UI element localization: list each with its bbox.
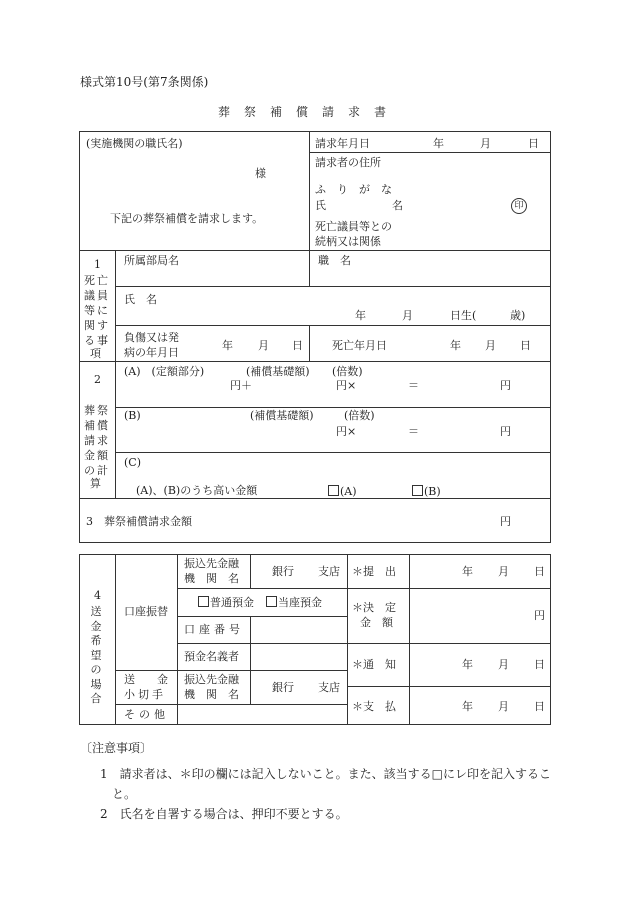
- account-holder-label: 預金名義者: [184, 650, 239, 663]
- injury-date-label-line1: 負傷又は発: [124, 331, 179, 344]
- section1-number: 1: [94, 258, 101, 271]
- birth-month: 月: [402, 309, 413, 322]
- decided-amount-label-line1: ＊決 定: [352, 601, 396, 614]
- section2-title: 葬補請金の 祭償求額計: [84, 404, 108, 477]
- department-label: 所属部局名: [124, 254, 179, 267]
- birth-year: 年: [355, 309, 366, 322]
- row-b-multiple-label: (倍数): [344, 409, 375, 422]
- death-year: 年: [450, 339, 461, 352]
- section4-title: 送金希望の場合: [90, 605, 102, 705]
- remittance-check-label-line1: 送 金: [124, 673, 168, 686]
- branch-suffix: 支店: [318, 565, 340, 578]
- ordinary-deposit-checkbox[interactable]: 普通預金: [198, 596, 254, 608]
- row-a-yen: 円: [500, 379, 511, 392]
- birth-day: 日生(: [450, 309, 477, 322]
- request-date-day: 日: [528, 137, 539, 150]
- form-number: 様式第10号(第7条関係): [80, 75, 209, 89]
- payment-day: 日: [534, 700, 545, 713]
- payment-month: 月: [498, 700, 509, 713]
- row-a-multiple-label: (倍数): [332, 365, 363, 378]
- check-bank-label-line2: 機 関 名: [184, 688, 239, 701]
- section2-title-tail: 算: [90, 477, 101, 490]
- notice-label: ＊通 知: [352, 658, 396, 671]
- notice-year: 年: [462, 658, 473, 671]
- section3-label: 3 葬祭補償請求金額: [86, 515, 192, 528]
- section4-number: 4: [94, 589, 101, 602]
- claimant-address-label: 請求者の住所: [315, 156, 381, 169]
- request-date-month: 月: [480, 137, 491, 150]
- check-bank-suffix: 銀行: [272, 681, 294, 694]
- payment-label: ＊支 払: [352, 700, 396, 713]
- payment-year: 年: [462, 700, 473, 713]
- section1-title: 死議等関る 亡員にす事: [84, 274, 108, 347]
- account-number-label: 口座番号: [184, 623, 244, 636]
- notice-month: 月: [498, 658, 509, 671]
- check-bank-label-line1: 振込先金融: [184, 673, 239, 686]
- other-label: その他: [124, 708, 169, 721]
- death-date-label: 死亡年月日: [332, 339, 387, 352]
- submit-month: 月: [498, 565, 509, 578]
- request-date-year: 年: [433, 137, 444, 150]
- injury-month: 月: [258, 339, 269, 352]
- row-a-equals: ＝: [408, 379, 419, 392]
- relation-label-line2: 続柄又は関係: [315, 235, 381, 248]
- remittance-check-label-line2: 小切手: [124, 688, 166, 701]
- honorific: 様: [255, 167, 266, 180]
- relation-label-line1: 死亡議員等との: [315, 220, 392, 233]
- choice-a-checkbox[interactable]: (A): [328, 485, 357, 497]
- note-1-line1: 1 請求者は、＊印の欄には記入しないこと。また、該当する□にレ印を記入するこ: [100, 767, 551, 781]
- bank-label-line1: 振込先金融: [184, 557, 239, 570]
- row-a-yen-times: 円×: [336, 379, 357, 392]
- submit-year: 年: [462, 565, 473, 578]
- deceased-name-label: 氏 名: [124, 293, 157, 306]
- injury-day: 日: [292, 339, 303, 352]
- current-deposit-checkbox[interactable]: 当座預金: [266, 596, 322, 608]
- note-2: 2 氏名を自署する場合は、押印不要とする。: [100, 807, 348, 821]
- account-transfer-label: 口座振替: [124, 605, 168, 618]
- decided-amount-yen: 円: [534, 609, 545, 622]
- section1-title-tail: 項: [90, 347, 101, 360]
- row-a-base-label: (補償基礎額): [246, 365, 310, 378]
- row-b-yen: 円: [500, 425, 511, 438]
- row-a-label: (A) (定額部分): [124, 365, 205, 378]
- row-b-equals: ＝: [408, 425, 419, 438]
- submit-day: 日: [534, 565, 545, 578]
- row-b-yen-times: 円×: [336, 425, 357, 438]
- death-month: 月: [485, 339, 496, 352]
- row-b-base-label: (補償基礎額): [250, 409, 314, 422]
- bank-suffix: 銀行: [272, 565, 294, 578]
- choice-b-checkbox[interactable]: (B): [412, 485, 441, 497]
- request-date-label: 請求年月日: [315, 137, 370, 150]
- agency-label: (実施機関の職氏名): [86, 137, 183, 150]
- submit-label: ＊提 出: [352, 565, 396, 578]
- job-title-label: 職 名: [318, 254, 351, 267]
- claimant-name-label: 氏名: [315, 199, 469, 212]
- row-c-text: (A)、(B)のうち高い金額: [136, 484, 258, 497]
- notice-day: 日: [534, 658, 545, 671]
- section3-yen: 円: [500, 515, 511, 528]
- row-b-label: (B): [124, 409, 141, 422]
- request-text: 下記の葬祭補償を請求します。: [110, 212, 264, 225]
- form-title: 葬祭補償請求書: [218, 105, 401, 119]
- section2-number: 2: [94, 373, 101, 386]
- check-branch-suffix: 支店: [318, 681, 340, 694]
- decided-amount-label-line2: 金 額: [360, 616, 393, 629]
- note-1-line2: と。: [112, 787, 137, 801]
- death-day: 日: [520, 339, 531, 352]
- row-a-yen-plus: 円＋: [230, 379, 252, 392]
- furigana-label: ふりがな: [315, 183, 403, 196]
- notes-heading: 〔注意事項〕: [80, 741, 153, 755]
- bank-label-line2: 機 関 名: [184, 572, 239, 585]
- age-unit: 歳): [510, 309, 526, 322]
- injury-year: 年: [222, 339, 233, 352]
- row-c-label: (C): [124, 456, 141, 469]
- injury-date-label-line2: 病の年月日: [124, 346, 179, 359]
- seal-mark: 印: [511, 198, 527, 214]
